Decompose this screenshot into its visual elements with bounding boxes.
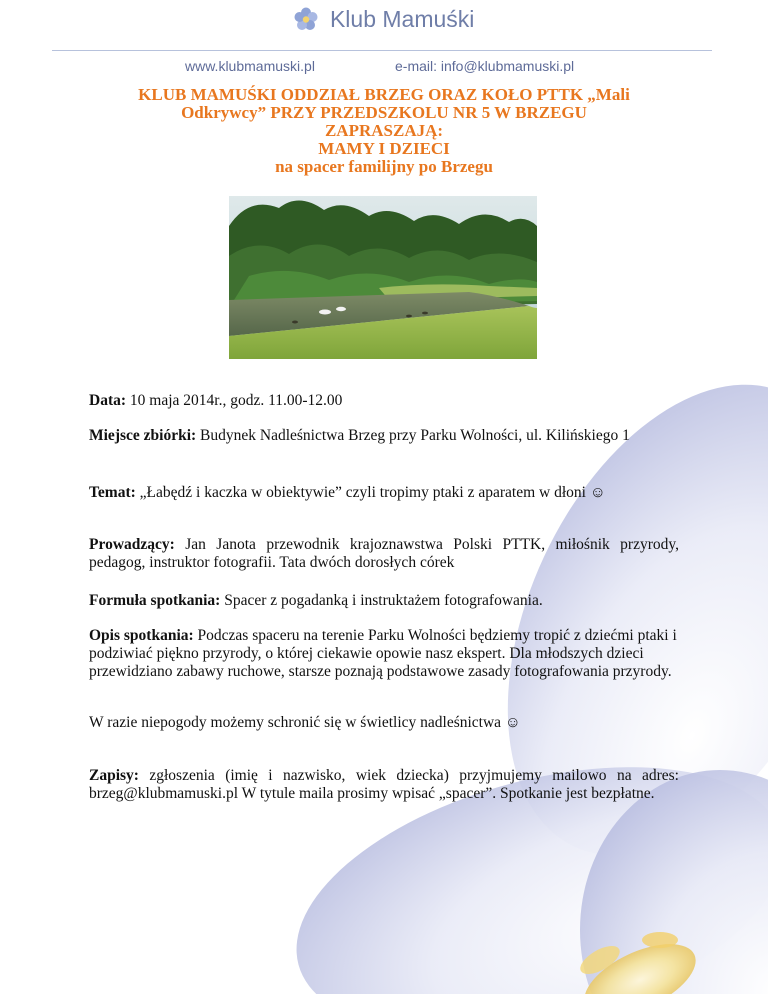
leader-value: Jan Janota przewodnik krajoznawstwa Polski PTTK, miłośnik przyrody, pedagog, instruktor fotografii. Tata dwóch dorosłych córek xyxy=(89,536,679,571)
date-label: Data: xyxy=(89,392,127,409)
meeting-description xyxy=(89,627,679,681)
event-leader xyxy=(89,536,679,572)
meeting-place xyxy=(89,427,679,445)
signup-label: Zapisy: xyxy=(89,767,139,784)
headline-line-3: ZAPRASZAJĄ: xyxy=(324,121,444,140)
description-value: Podczas spaceru na terenie Parku Wolności będziemy tropić z dziećmi ptaki i podziwiać piękno przyrody, o której ciekawie opowie nasz ekspert. Dla młodszych dzieci przewidziano zabawy ruchowe, starsze poznają podstawowe zasady fotografowania przyrody. xyxy=(89,627,677,680)
headline-line-5: na spacer familijny po Brzegu xyxy=(275,157,493,176)
headline-line-2: Odkrywcy” PRZY PRZEDSZKOLU NR 5 W BRZEGU xyxy=(181,103,587,122)
event-topic xyxy=(89,484,679,502)
signup-value: zgłoszenia (imię i nazwisko, wiek dziecka) przyjmujemy mailowo na adres: brzeg@klubmamuski.pl W tytule maila prosimy wpisać „spacer”. Spotkanie jest bezpłatne. xyxy=(89,767,679,802)
header-divider xyxy=(52,50,712,51)
date-value: 10 maja 2014r., godz. 11.00-12.00 xyxy=(126,392,343,409)
topic-label: Temat: xyxy=(89,484,136,501)
brand-logo xyxy=(0,6,768,37)
website-link[interactable]: www.klubmamuski.pl xyxy=(185,58,315,74)
format-value: Spacer z pogadanką i instruktażem fotografowania. xyxy=(220,592,543,609)
rain-note: W razie niepogody możemy schronić się w świetlicy nadleśnictwa ☺ xyxy=(89,714,521,731)
email-link[interactable]: e-mail: info@klubmamuski.pl xyxy=(395,58,575,74)
place-label: Miejsce zbiórki: xyxy=(89,427,197,444)
place-value: Budynek Nadleśnictwa Brzeg przy Parku Wolności, ul. Kilińskiego 1 xyxy=(196,427,630,444)
flower-logo-icon xyxy=(294,7,318,37)
description-label: Opis spotkania: xyxy=(89,627,194,644)
topic-value: „Łabędź i kaczka w obiektywie” czyli tropimy ptaki z aparatem w dłoni ☺ xyxy=(135,484,606,501)
headline-line-1: KLUB MAMUŚKI ODDZIAŁ BRZEG ORAZ KOŁO PTTK „Mali xyxy=(138,85,630,104)
brand-name: Klub Mamuśki xyxy=(329,6,475,32)
headline-line-4: MAMY I DZIECI xyxy=(318,139,450,158)
park-lake-photo xyxy=(229,196,537,359)
meeting-format xyxy=(89,592,679,610)
headline xyxy=(60,86,708,176)
format-label: Formuła spotkania: xyxy=(89,592,221,609)
event-date xyxy=(89,392,679,410)
leader-label: Prowadzący: xyxy=(89,536,175,553)
signup-info xyxy=(89,767,679,803)
